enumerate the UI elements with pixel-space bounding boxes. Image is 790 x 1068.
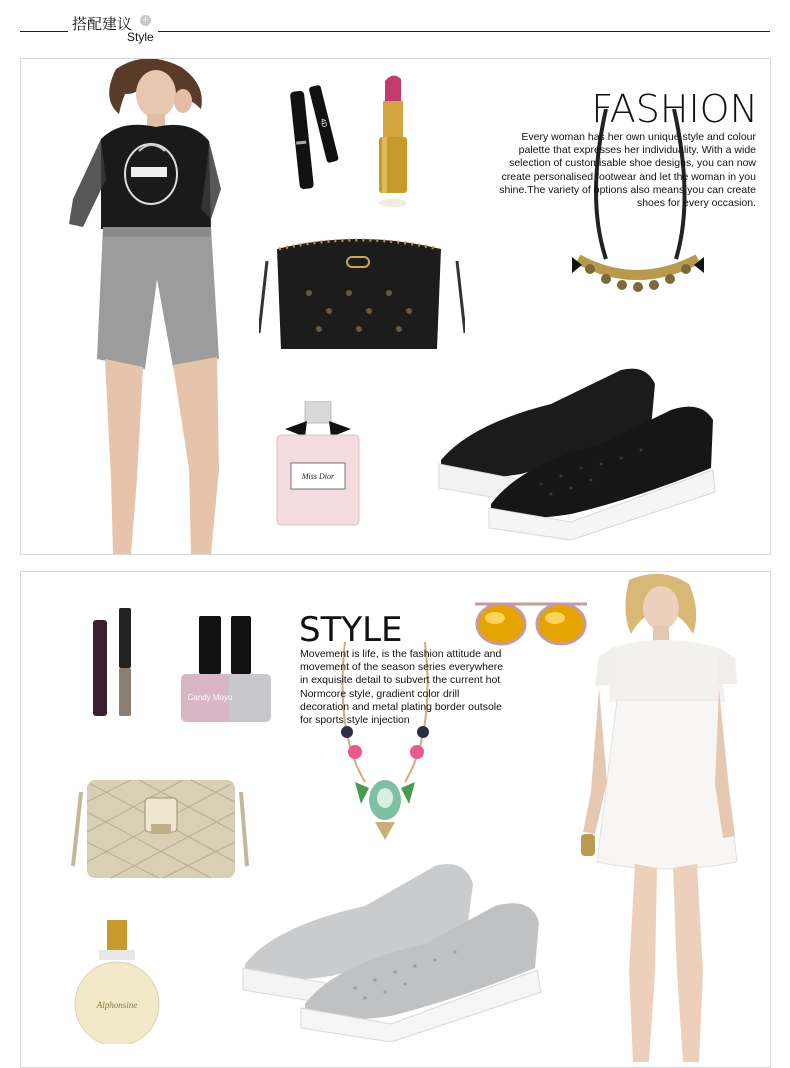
- section-title: 搭配建议: [72, 15, 133, 33]
- model-white-dress-image: [569, 572, 749, 1067]
- gold-quilted-bag-image: [71, 772, 251, 882]
- perfume-label-text: Miss Dior: [301, 472, 335, 481]
- style-panel: [20, 571, 771, 1068]
- header-line-right: [158, 31, 770, 32]
- nail-polish-label: Candy Moyo: [187, 693, 233, 702]
- black-slip-on-shoes-image: [431, 364, 723, 540]
- svg-text:4D: 4D: [318, 117, 328, 129]
- perfume-label-text: Alphonsine: [96, 1000, 138, 1010]
- header-line-left: [20, 31, 68, 32]
- fashion-panel: [20, 58, 771, 555]
- style-description: Movement is life, is the fashion attitude and movement of the season series everywhere in exquisite detail to subvert the current hot Normcore style, gradient color drill decoration and metal plating border outsole for sports style injection: [300, 648, 504, 727]
- perfume-image: [71, 920, 163, 1044]
- perfume-miss-dior-image: [275, 401, 361, 527]
- fashion-title: FASHION: [591, 87, 758, 131]
- black-crossbody-bag-image: [259, 233, 465, 353]
- nail-polish-image: [177, 614, 273, 724]
- lipstick-image: [373, 71, 413, 211]
- section-subtitle: Style: [127, 30, 154, 44]
- mascara-image: [87, 606, 143, 722]
- mascara-image: [289, 81, 341, 193]
- fashion-description: Every woman has her own unique style and colour palette that expresses her individuality. With a wide selection of customisable shoe designs, you can now create personalised footwear and let the woman in you shine.The variety of options also means you can create shoes for every occasion.: [499, 131, 756, 210]
- silver-slip-on-shoes-image: [235, 856, 553, 1042]
- expand-icon[interactable]: +: [140, 15, 151, 26]
- model-black-top-image: [61, 59, 231, 554]
- style-title: STYLE: [299, 610, 403, 650]
